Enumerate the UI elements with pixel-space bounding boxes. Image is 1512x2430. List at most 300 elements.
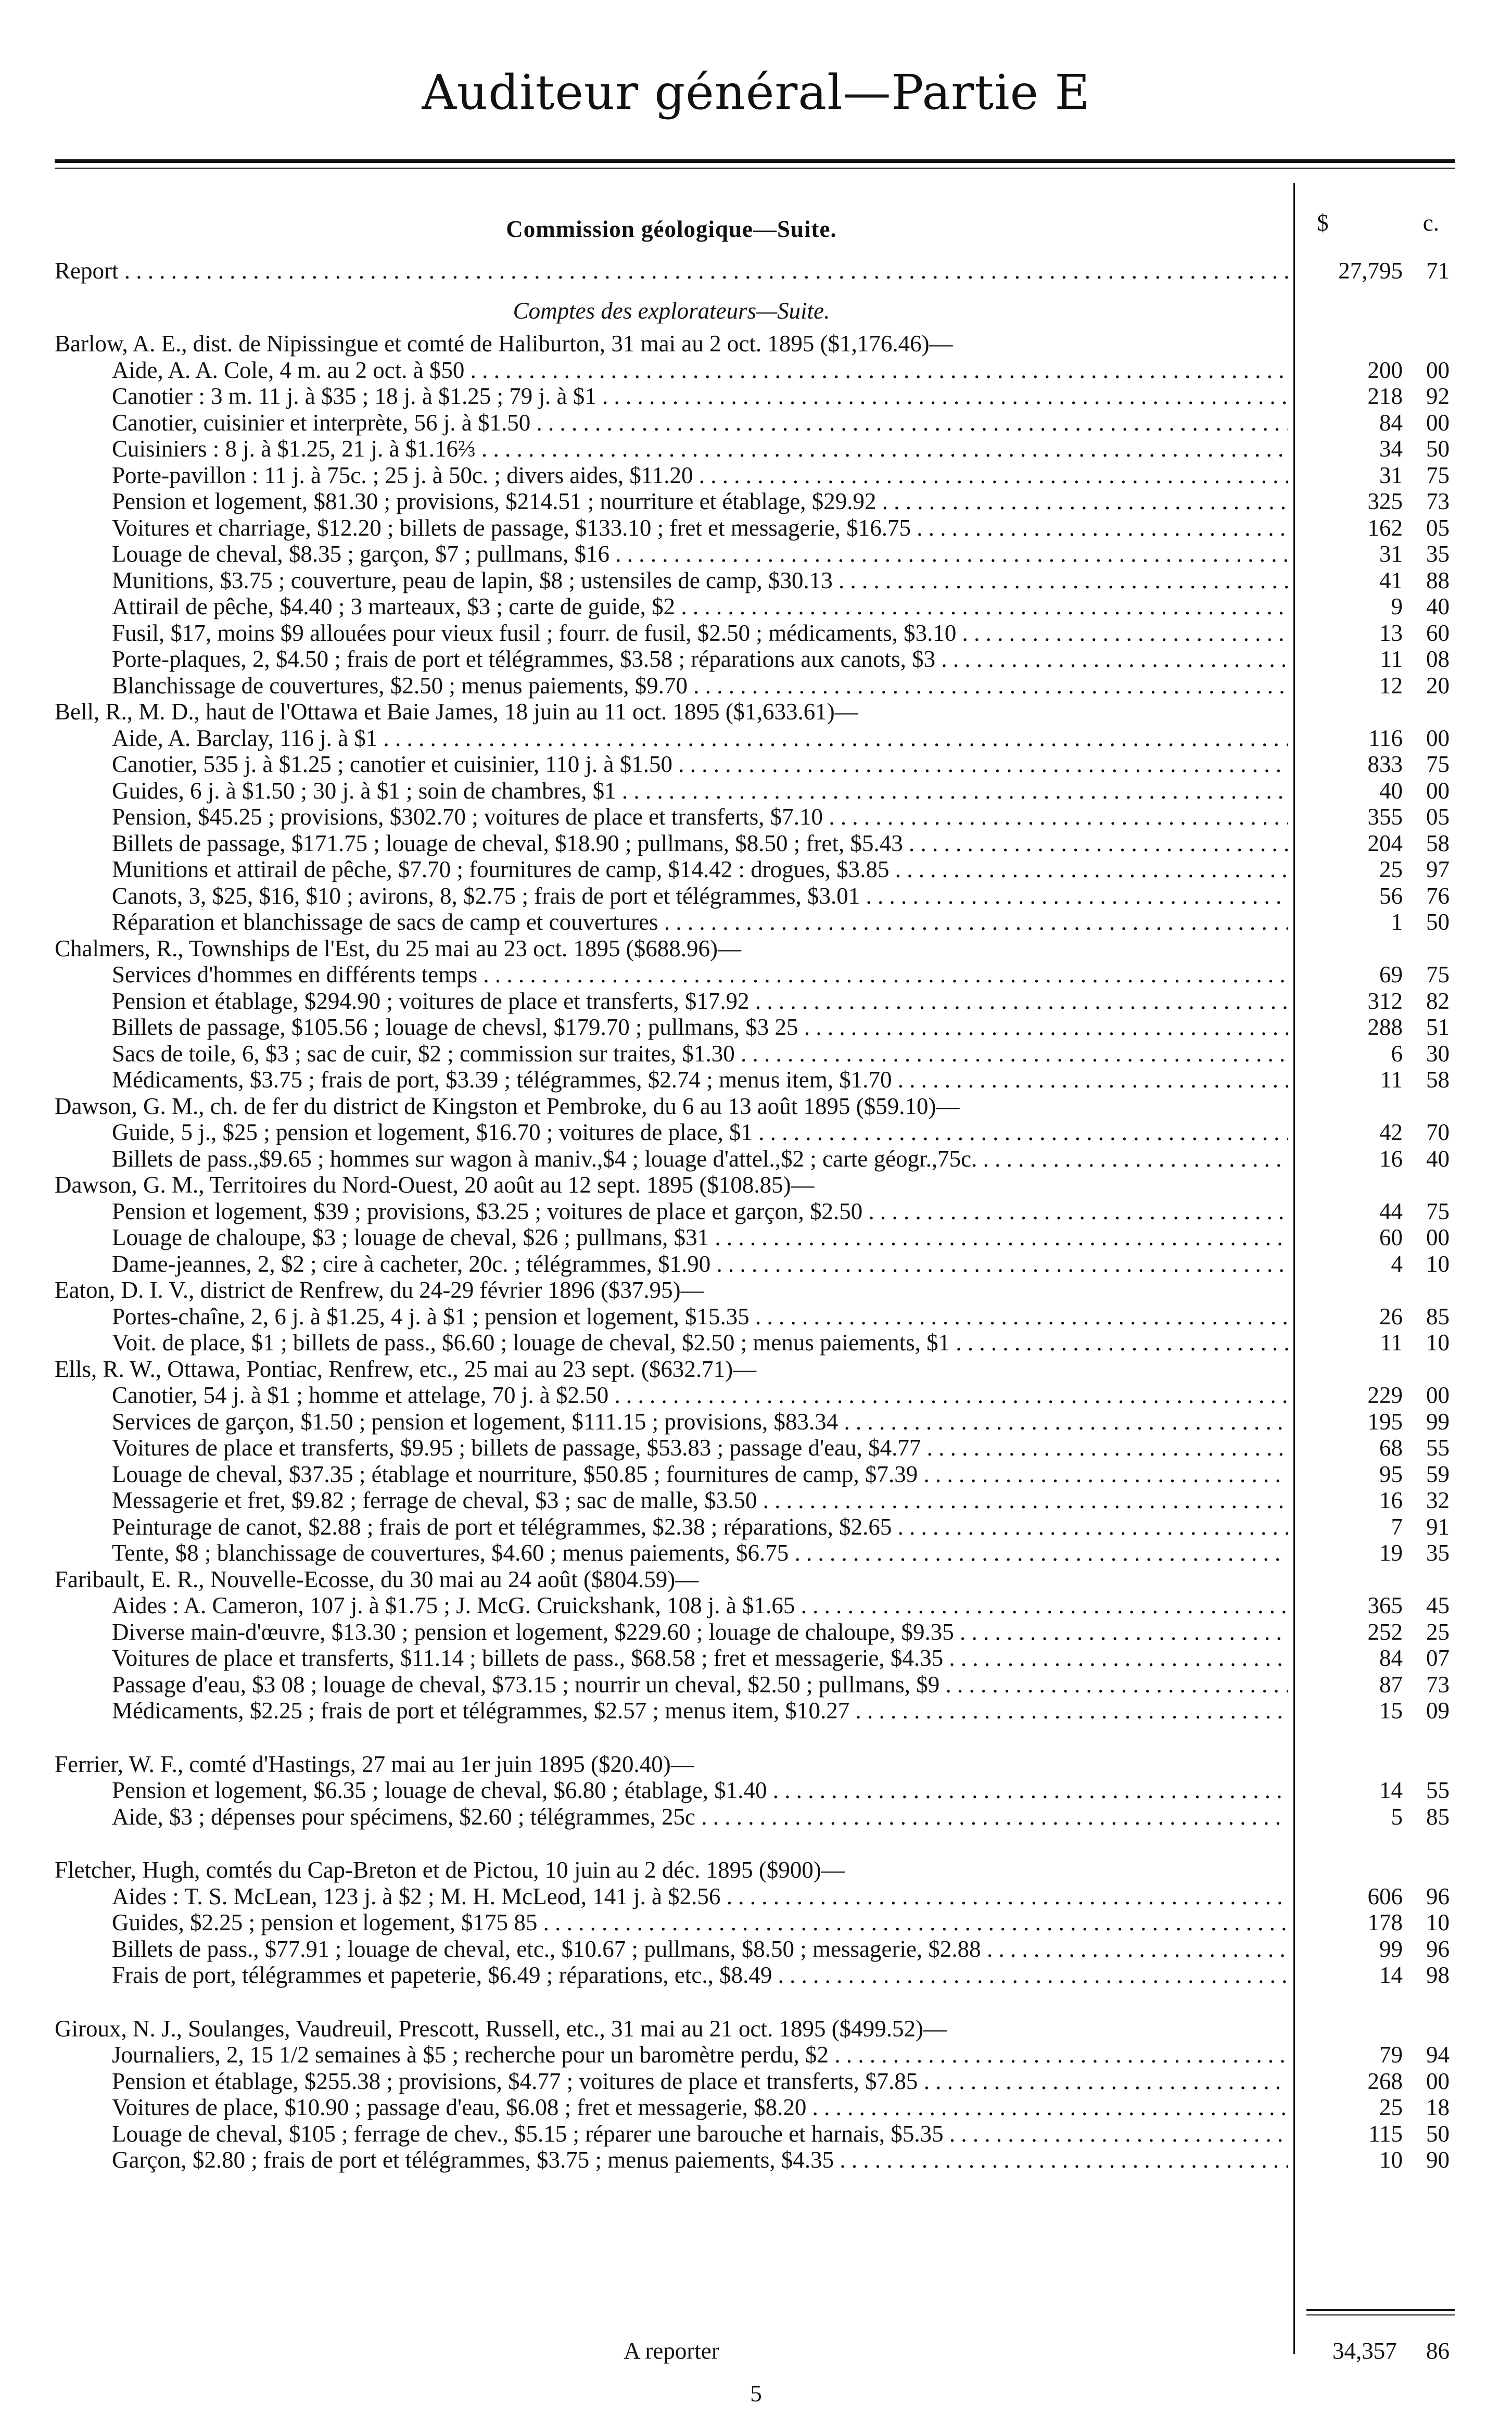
- amount-dollars: 268: [1367, 2068, 1403, 2094]
- amount-cents: 50: [1426, 436, 1450, 462]
- amount-cents: 00: [1426, 2068, 1450, 2094]
- amount-cents: 75: [1426, 751, 1450, 777]
- amount-dollars: 79: [1379, 2042, 1403, 2068]
- ledger-row-report: [55, 250, 1455, 292]
- ledger-description: Voitures et charriage, $12.20 ; billets de passage, $133.10 ; fret et messagerie, $16.75 . . .: [55, 515, 1288, 541]
- ledger-description: Billets de pass., $77.91 ; louage de cheval, etc., $10.67 ; pullmans, $8.50 ; messagerie, $2.88 . . .: [55, 1936, 1288, 1963]
- ledger-row-item: [55, 1804, 1455, 1830]
- ledger-description: Fusil, $17, moins $9 allouées pour vieux fusil ; fourr. de fusil, $2.50 ; médicaments, $3.10 . . .: [55, 620, 1288, 647]
- carry-forward-dollars: 34,357: [1332, 2338, 1397, 2364]
- ledger-row-item: [55, 1487, 1455, 1514]
- ledger-amount: [1299, 250, 1450, 292]
- ledger-description: Voitures de place et transferts, $11.14 ; billets de pass., $68.58 ; fret et messagerie, $4.35 . . .: [55, 1645, 1288, 1672]
- amount-cents: 58: [1426, 830, 1450, 856]
- ledger-amount: [1299, 1330, 1450, 1356]
- amount-cents: 40: [1426, 593, 1450, 619]
- ledger-row-section: [55, 208, 1455, 250]
- ledger-description: Passage d'eau, $3 08 ; louage de cheval, $73.15 ; nourrir un cheval, $2.50 ; pullmans, $9 . . .: [55, 1672, 1288, 1698]
- ledger-row-item: [55, 646, 1455, 673]
- amount-cents: 75: [1426, 1198, 1450, 1224]
- ledger-description: Attirail de pêche, $4.40 ; 3 marteaux, $3 ; carte de guide, $2 . . .: [55, 593, 1288, 620]
- ledger-amount: [1299, 541, 1450, 567]
- ledger-row-entry: [55, 1751, 1455, 1778]
- ledger-amount: [1299, 2016, 1450, 2042]
- amount-cents: 00: [1426, 409, 1450, 436]
- ledger-amount: [1299, 462, 1450, 489]
- amount-cents: 99: [1426, 1408, 1450, 1435]
- ledger-row-item: [55, 1251, 1455, 1277]
- ledger-description: Ells, R. W., Ottawa, Pontiac, Renfrew, etc., 25 mai au 23 sept. ($632.71)—: [55, 1356, 757, 1382]
- ledger-row-blank: [55, 1724, 1455, 1751]
- ledger-description: Canotier, cuisinier et interprète, 56 j. à $1.50 . . .: [55, 410, 1288, 436]
- amount-dollars: 195: [1367, 1408, 1403, 1435]
- ledger-row-item: [55, 1067, 1455, 1093]
- amount-cents: 40: [1426, 1145, 1450, 1172]
- ledger-row-item: [55, 1461, 1455, 1488]
- amount-cents: 76: [1426, 882, 1450, 909]
- amount-cents: 98: [1426, 1962, 1450, 1988]
- ledger-description: Commission géologique—Suite.: [506, 216, 837, 242]
- ledger-amount: [1299, 2121, 1450, 2147]
- ledger-amount: [1299, 292, 1450, 331]
- ledger-description: Pension et logement, $6.35 ; louage de cheval, $6.80 ; établage, $1.40 . . .: [55, 1777, 1288, 1804]
- amount-dollars: 115: [1368, 2120, 1403, 2147]
- ledger-row-item: [55, 1936, 1455, 1963]
- amount-cents: 51: [1426, 1014, 1450, 1040]
- ledger-row-item: [55, 1672, 1455, 1698]
- ledger-row-item: [55, 2094, 1455, 2121]
- ledger-description: Canotier : 3 m. 11 j. à $35 ; 18 j. à $1.25 ; 79 j. à $1 . . .: [55, 383, 1288, 410]
- amount-cents: 05: [1426, 804, 1450, 830]
- amount-cents: 73: [1426, 1671, 1450, 1698]
- ledger-amount: [1299, 1172, 1450, 1198]
- ledger-row-item: [55, 1303, 1455, 1330]
- header-rule-thin: [55, 168, 1455, 169]
- ledger-amount: [1299, 1224, 1450, 1251]
- ledger-amount: [1299, 778, 1450, 804]
- ledger-amount: [1299, 1566, 1450, 1593]
- amount-dollars: 42: [1379, 1119, 1403, 1145]
- amount-dollars: 13: [1379, 619, 1403, 646]
- ledger-description: Louage de cheval, $37.35 ; établage et nourriture, $50.85 ; fournitures de camp, $7.39 . . .: [55, 1461, 1288, 1488]
- ledger-amount: [1299, 830, 1450, 857]
- ledger-row-entry: [55, 1566, 1455, 1593]
- ledger-row-item: [55, 515, 1455, 541]
- ledger-row-item: [55, 383, 1455, 410]
- ledger-amount: [1299, 1382, 1450, 1409]
- ledger-amount: [1299, 856, 1450, 883]
- ledger-amount: [1299, 1041, 1450, 1067]
- ledger-description: Louage de cheval, $105 ; ferrage de chev., $5.15 ; réparer une barouche et harnais, $5.35 . . .: [55, 2121, 1288, 2147]
- ledger-amount: [1299, 1830, 1450, 1856]
- ledger-description: Munitions, $3.75 ; couverture, peau de lapin, $8 ; ustensiles de camp, $30.13 . . .: [55, 567, 1288, 594]
- amount-dollars: 84: [1379, 1645, 1403, 1671]
- amount-cents: 85: [1426, 1803, 1450, 1830]
- ledger-row-item: [55, 988, 1455, 1015]
- amount-dollars: 14: [1379, 1777, 1403, 1803]
- ledger-row-item: [55, 909, 1455, 935]
- ledger-description: Billets de pass.,$9.65 ; hommes sur wagon à maniv.,$4 ; louage d'attel.,$2 ; carte géogr.,75c. . . .: [55, 1146, 1288, 1172]
- ledger-amount: [1299, 1014, 1450, 1041]
- ledger-amount: [1299, 1989, 1450, 2015]
- ledger-row-item: [55, 1146, 1455, 1172]
- amount-cents: 91: [1426, 1513, 1450, 1540]
- amount-dollars: 31: [1379, 541, 1403, 567]
- ledger-description: Canots, 3, $25, $16, $10 ; avirons, 8, $2.75 ; frais de port et télégrammes, $3.01 . . .: [55, 883, 1288, 909]
- amount-dollars: 16: [1379, 1487, 1403, 1513]
- amount-dollars: 312: [1367, 988, 1403, 1014]
- amount-cents: 10: [1426, 1909, 1450, 1935]
- ledger-row-item: [55, 804, 1455, 830]
- ledger-amount: [1299, 1804, 1450, 1830]
- ledger-row-entry: [55, 1277, 1455, 1303]
- ledger-row-item: [55, 1224, 1455, 1251]
- amount-dollars: 11: [1380, 1067, 1403, 1093]
- amount-cents: 97: [1426, 856, 1450, 882]
- carry-forward-row: [55, 2337, 1455, 2369]
- ledger-amount: [1299, 673, 1450, 699]
- amount-dollars: 84: [1379, 409, 1403, 436]
- amount-cents: 05: [1426, 514, 1450, 541]
- amount-dollars: 4: [1391, 1250, 1403, 1277]
- ledger-amount: [1299, 1645, 1450, 1672]
- ledger-description: Journaliers, 2, 15 1/2 semaines à $5 ; recherche pour un baromètre perdu, $2 . . .: [55, 2042, 1288, 2068]
- ledger-amount: [1299, 1093, 1450, 1120]
- ledger-amount: [1299, 1277, 1450, 1303]
- ledger-row-item: [55, 357, 1455, 384]
- ledger-amount: [1299, 1146, 1450, 1172]
- ledger-description: Ferrier, W. F., comté d'Hastings, 27 mai au 1er juin 1895 ($20.40)—: [55, 1751, 694, 1777]
- amount-cents: 18: [1426, 2094, 1450, 2120]
- ledger-row-item: [55, 961, 1455, 988]
- ledger-description: Dame-jeannes, 2, $2 ; cire à cacheter, 20c. ; télégrammes, $1.90 . . .: [55, 1251, 1288, 1277]
- ledger-amount: [1299, 2147, 1450, 2173]
- ledger-amount: [1299, 1936, 1450, 1963]
- ledger-row-sub: [55, 292, 1455, 331]
- ledger-row-item: [55, 1883, 1455, 1910]
- ledger-amount: [1299, 1883, 1450, 1910]
- ledger-amount: [1299, 804, 1450, 830]
- ledger-row-item: [55, 1330, 1455, 1356]
- amount-cents: 60: [1426, 619, 1450, 646]
- amount-dollars: 10: [1379, 2147, 1403, 2173]
- cents-header: c.: [1422, 210, 1439, 236]
- amount-dollars: 34: [1379, 436, 1403, 462]
- ledger-amount: [1299, 725, 1450, 752]
- ledger-row-item: [55, 830, 1455, 857]
- ledger-amount: [1299, 1857, 1450, 1883]
- amount-cents: 20: [1426, 672, 1450, 699]
- ledger-amount: [1299, 436, 1450, 462]
- amount-cents: 50: [1426, 2120, 1450, 2147]
- amount-dollars: 178: [1367, 1909, 1403, 1935]
- ledger-amount: [1299, 1962, 1450, 1989]
- ledger-amount: [1299, 1619, 1450, 1646]
- amount-dollars: 15: [1379, 1698, 1403, 1724]
- ledger-row-entry: [55, 1857, 1455, 1883]
- amount-dollars: 26: [1379, 1303, 1403, 1330]
- ledger-amount: [1299, 1487, 1450, 1514]
- ledger-amount: [1299, 2042, 1450, 2068]
- ledger-amount: [1299, 620, 1450, 647]
- ledger-row-item: [55, 1382, 1455, 1409]
- amount-cents: 07: [1426, 1645, 1450, 1671]
- ledger-row-item: [55, 2068, 1455, 2095]
- ledger-description: Comptes des explorateurs—Suite.: [513, 298, 830, 324]
- amount-dollars: 229: [1367, 1382, 1403, 1408]
- ledger-row-item: [55, 673, 1455, 699]
- amount-dollars: 60: [1379, 1224, 1403, 1250]
- amount-cents: 58: [1426, 1067, 1450, 1093]
- amount-cents: 09: [1426, 1698, 1450, 1724]
- amount-cents: 00: [1426, 357, 1450, 383]
- ledger-description: Garçon, $2.80 ; frais de port et télégrammes, $3.75 ; menus paiements, $4.35 . . .: [55, 2147, 1288, 2173]
- amount-dollars: 9: [1391, 593, 1403, 619]
- ledger-amount: [1299, 935, 1450, 962]
- ledger-amount: [1299, 1119, 1450, 1146]
- amount-dollars: 204: [1367, 830, 1403, 856]
- ledger-description: Guide, 5 j., $25 ; pension et logement, $16.70 ; voitures de place, $1 . . .: [55, 1119, 1288, 1146]
- ledger-description: Voitures de place et transferts, $9.95 ; billets de passage, $53.83 ; passage d'eau, $4.77 . . .: [55, 1435, 1288, 1461]
- ledger-description: Tente, $8 ; blanchissage de couvertures, $4.60 ; menus paiements, $6.75 . . .: [55, 1540, 1288, 1566]
- ledger-row-item: [55, 1119, 1455, 1146]
- ledger-description: Pension et logement, $39 ; provisions, $3.25 ; voitures de place et garçon, $2.50 . . .: [55, 1198, 1288, 1225]
- ledger-row-item: [55, 1041, 1455, 1067]
- amount-cents: 94: [1426, 2042, 1450, 2068]
- amount-cents: 73: [1426, 488, 1450, 514]
- amount-cents: 00: [1426, 1224, 1450, 1250]
- amount-dollars: 16: [1379, 1145, 1403, 1172]
- ledger-description: Aide, A. Barclay, 116 j. à $1 . . .: [55, 725, 1288, 752]
- ledger-amount: [1299, 1672, 1450, 1698]
- ledger-row-item: [55, 2121, 1455, 2147]
- amount-cents: 08: [1426, 646, 1450, 672]
- ledger-description: Canotier, 535 j. à $1.25 ; canotier et cuisinier, 110 j. à $1.50 . . .: [55, 751, 1288, 778]
- ledger-row-item: [55, 1198, 1455, 1225]
- amount-cents: 25: [1426, 1618, 1450, 1645]
- ledger-description: Louage de chaloupe, $3 ; louage de cheval, $26 ; pullmans, $31 . . .: [55, 1224, 1288, 1251]
- amount-dollars: 365: [1367, 1592, 1403, 1618]
- dollar-header: $: [1317, 210, 1329, 236]
- ledger-row-item: [55, 1777, 1455, 1804]
- amount-cents: 59: [1426, 1461, 1450, 1487]
- ledger-description: Aide, $3 ; dépenses pour spécimens, $2.60 ; télégrammes, 25c . . .: [55, 1804, 1288, 1830]
- ledger-amount: [1299, 988, 1450, 1015]
- ledger-row-entry: [55, 1172, 1455, 1198]
- amount-dollars: 11: [1380, 1330, 1403, 1356]
- amount-cents: 30: [1426, 1040, 1450, 1067]
- ledger-amount: [1299, 357, 1450, 384]
- amount-cents: 90: [1426, 2147, 1450, 2173]
- amount-dollars: 69: [1379, 961, 1403, 988]
- ledger-description: Diverse main-d'œuvre, $13.30 ; pension et logement, $229.60 ; louage de chaloupe, $9.35 . . .: [55, 1619, 1288, 1646]
- ledger-description: Messagerie et fret, $9.82 ; ferrage de cheval, $3 ; sac de malle, $3.50 . . .: [55, 1487, 1288, 1514]
- carry-forward-label: A reporter: [624, 2338, 719, 2364]
- ledger-amount: [1299, 2094, 1450, 2121]
- ledger-row-item: [55, 436, 1455, 462]
- ledger-amount: [1299, 883, 1450, 909]
- ledger-amount: [1299, 961, 1450, 988]
- ledger-amount: [1299, 1514, 1450, 1540]
- ledger-description: Voitures de place, $10.90 ; passage d'eau, $6.08 ; fret et messagerie, $8.20 . . .: [55, 2094, 1288, 2121]
- ledger-description: Pension et établage, $294.90 ; voitures de place et transferts, $17.92 . . .: [55, 988, 1288, 1015]
- amount-dollars: 41: [1379, 567, 1403, 593]
- ledger-amount: [1299, 410, 1450, 436]
- ledger-row-entry: [55, 2016, 1455, 2042]
- ledger-description: Réparation et blanchissage de sacs de camp et couvertures . . .: [55, 909, 1288, 935]
- ledger-description: Pension et logement, $81.30 ; provisions, $214.51 ; nourriture et établage, $29.92 . . .: [55, 488, 1288, 515]
- ledger-row-item: [55, 1435, 1455, 1461]
- ledger-description: Médicaments, $2.25 ; frais de port et télégrammes, $2.57 ; menus item, $10.27 . . .: [55, 1698, 1288, 1724]
- ledger-amount: [1299, 1909, 1450, 1936]
- ledger-row-item: [55, 567, 1455, 594]
- amount-dollars: 25: [1379, 856, 1403, 882]
- ledger-amount: [1299, 1751, 1450, 1778]
- ledger-description: Canotier, 54 j. à $1 ; homme et attelage, 70 j. à $2.50 . . .: [55, 1382, 1288, 1409]
- ledger-row-item: [55, 1909, 1455, 1936]
- amount-cents: 85: [1426, 1303, 1450, 1330]
- ledger-body: [55, 187, 1455, 2173]
- amount-dollars: 7: [1391, 1513, 1403, 1540]
- amount-cents: 00: [1426, 725, 1450, 751]
- amount-cents: 35: [1426, 1540, 1450, 1566]
- amount-dollars: 606: [1367, 1883, 1403, 1909]
- ledger-description: Faribault, E. R., Nouvelle-Ecosse, du 30 mai au 24 août ($804.59)—: [55, 1566, 699, 1592]
- amount-cents: 55: [1426, 1435, 1450, 1461]
- ledger-amount: [1299, 1461, 1450, 1488]
- ledger-row-item: [55, 778, 1455, 804]
- amount-cents: 45: [1426, 1592, 1450, 1618]
- ledger-description: Pension et établage, $255.38 ; provisions, $4.77 ; voitures de place et transferts, $7.85 . . .: [55, 2068, 1288, 2095]
- amount-dollars: 40: [1379, 777, 1403, 804]
- ledger-row-item: [55, 620, 1455, 647]
- amount-dollars: 27,795: [1338, 258, 1403, 284]
- amount-dollars: 99: [1379, 1935, 1403, 1962]
- amount-dollars: 355: [1367, 804, 1403, 830]
- amount-cents: 70: [1426, 1119, 1450, 1145]
- ledger-amount: [1299, 383, 1450, 410]
- header-rule-thick: [55, 159, 1455, 163]
- ledger-row-item: [55, 2147, 1455, 2173]
- carry-forward-cents: 86: [1426, 2338, 1450, 2364]
- ledger-amount: [1299, 1198, 1450, 1225]
- ledger-description: Billets de passage, $105.56 ; louage de chevsl, $179.70 ; pullmans, $3 25 . . .: [55, 1014, 1288, 1041]
- ledger-row-item: [55, 725, 1455, 752]
- ledger-amount: [1299, 1698, 1450, 1724]
- amount-dollars: 87: [1379, 1671, 1403, 1698]
- ledger-amount: [1299, 1777, 1450, 1804]
- page-number: 5: [750, 2381, 762, 2407]
- amount-dollars: 200: [1367, 357, 1403, 383]
- ledger-row-item: [55, 1962, 1455, 1989]
- ledger-amount: [1299, 2068, 1450, 2095]
- amount-dollars: 833: [1367, 751, 1403, 777]
- ledger-description: Aide, A. A. Cole, 4 m. au 2 oct. à $50 . . .: [55, 357, 1288, 384]
- ledger-description: Médicaments, $3.75 ; frais de port, $3.39 ; télégrammes, $2.74 ; menus item, $1.70 . . .: [55, 1067, 1288, 1093]
- ledger-description: Eaton, D. I. V., district de Renfrew, du 24-29 février 1896 ($37.95)—: [55, 1277, 704, 1303]
- ledger-description: Fletcher, Hugh, comtés du Cap-Breton et de Pictou, 10 juin au 2 déc. 1895 ($900)—: [55, 1857, 845, 1883]
- amount-dollars: 11: [1380, 646, 1403, 672]
- ledger-row-item: [55, 1514, 1455, 1540]
- amount-dollars: 12: [1379, 672, 1403, 699]
- amount-cents: 92: [1426, 383, 1450, 409]
- ledger-row-item: [55, 856, 1455, 883]
- ledger-row-entry: [55, 1093, 1455, 1120]
- ledger-row-item: [55, 1409, 1455, 1435]
- amount-cents: 96: [1426, 1935, 1450, 1962]
- ledger-description: Porte-pavillon : 11 j. à 75c. ; 25 j. à 50c. ; divers aides, $11.20 . . .: [55, 462, 1288, 489]
- ledger-description: Louage de cheval, $8.35 ; garçon, $7 ; pullmans, $16 . . .: [55, 541, 1288, 567]
- ledger-description: Aides : T. S. McLean, 123 j. à $2 ; M. H. McLeod, 141 j. à $2.56 . . .: [55, 1883, 1288, 1910]
- ledger-row-item: [55, 2042, 1455, 2068]
- ledger-row-item: [55, 462, 1455, 489]
- amount-cents: 10: [1426, 1250, 1450, 1277]
- ledger-amount: [1299, 1435, 1450, 1461]
- ledger-row-item: [55, 541, 1455, 567]
- ledger-description: Barlow, A. E., dist. de Nipissingue et comté de Haliburton, 31 mai au 2 oct. 1895 ($1,176.46)—: [55, 331, 953, 357]
- ledger-row-item: [55, 1540, 1455, 1566]
- amount-cents: 88: [1426, 567, 1450, 593]
- ledger-amount: [1299, 1303, 1450, 1330]
- amount-cents: 50: [1426, 909, 1450, 935]
- ledger-amount: [1299, 593, 1450, 620]
- ledger-amount: [1299, 1540, 1450, 1566]
- ledger-description: Dawson, G. M., ch. de fer du district de Kingston et Pembroke, du 6 au 13 août 1895 ($59.10)—: [55, 1093, 960, 1119]
- ledger-row-item: [55, 1014, 1455, 1041]
- amount-dollars: 31: [1379, 462, 1403, 488]
- amount-dollars: 288: [1367, 1014, 1403, 1040]
- ledger-amount: [1299, 1251, 1450, 1277]
- ledger-row-item: [55, 410, 1455, 436]
- ledger-description: Frais de port, télégrammes et papeterie, $6.49 ; réparations, etc., $8.49 . . .: [55, 1962, 1288, 1989]
- amount-dollars: 5: [1391, 1803, 1403, 1830]
- amount-cents: 00: [1426, 777, 1450, 804]
- amount-cents: 00: [1426, 1382, 1450, 1408]
- ledger-amount: [1299, 1356, 1450, 1383]
- ledger-description: Peinturage de canot, $2.88 ; frais de port et télégrammes, $2.38 ; réparations, $2.65 . . .: [55, 1514, 1288, 1540]
- amount-dollars: 25: [1379, 2094, 1403, 2120]
- amount-dollars: 14: [1379, 1962, 1403, 1988]
- ledger-row-item: [55, 1592, 1455, 1619]
- amount-cents: 35: [1426, 541, 1450, 567]
- amount-cents: 75: [1426, 961, 1450, 988]
- ledger-row-item: [55, 593, 1455, 620]
- ledger-row-item: [55, 751, 1455, 778]
- ledger-description: Guides, $2.25 ; pension et logement, $175 85 . . .: [55, 1909, 1288, 1936]
- ledger-row-entry: [55, 935, 1455, 962]
- ledger-description: Report . . .: [55, 250, 1288, 292]
- amount-dollars: 95: [1379, 1461, 1403, 1487]
- amount-dollars: 162: [1367, 514, 1403, 541]
- ledger-amount: [1299, 909, 1450, 935]
- ledger-amount: [1299, 646, 1450, 673]
- amount-cents: 55: [1426, 1777, 1450, 1803]
- ledger-row-blank: [55, 1989, 1455, 2016]
- ledger-description: Blanchissage de couvertures, $2.50 ; menus paiements, $9.70 . . .: [55, 673, 1288, 699]
- ledger-description: Porte-plaques, 2, $4.50 ; frais de port et télégrammes, $3.58 ; réparations aux canots, $3 . . .: [55, 646, 1288, 673]
- ledger-amount: [1299, 488, 1450, 515]
- ledger-description: Aides : A. Cameron, 107 j. à $1.75 ; J. McG. Cruickshank, 108 j. à $1.65 . . .: [55, 1592, 1288, 1619]
- amount-dollars: 6: [1391, 1040, 1403, 1067]
- amount-dollars: 116: [1368, 725, 1403, 751]
- amount-cents: 96: [1426, 1883, 1450, 1909]
- ledger-row-entry: [55, 331, 1455, 357]
- ledger-row-item: [55, 1698, 1455, 1724]
- ledger-amount: [1299, 208, 1450, 250]
- ledger-amount: [1299, 1409, 1450, 1435]
- ledger-description: Munitions et attirail de pêche, $7.70 ; fournitures de camp, $14.42 : drogues, $3.85 . . .: [55, 856, 1288, 883]
- ledger-row-item: [55, 1619, 1455, 1646]
